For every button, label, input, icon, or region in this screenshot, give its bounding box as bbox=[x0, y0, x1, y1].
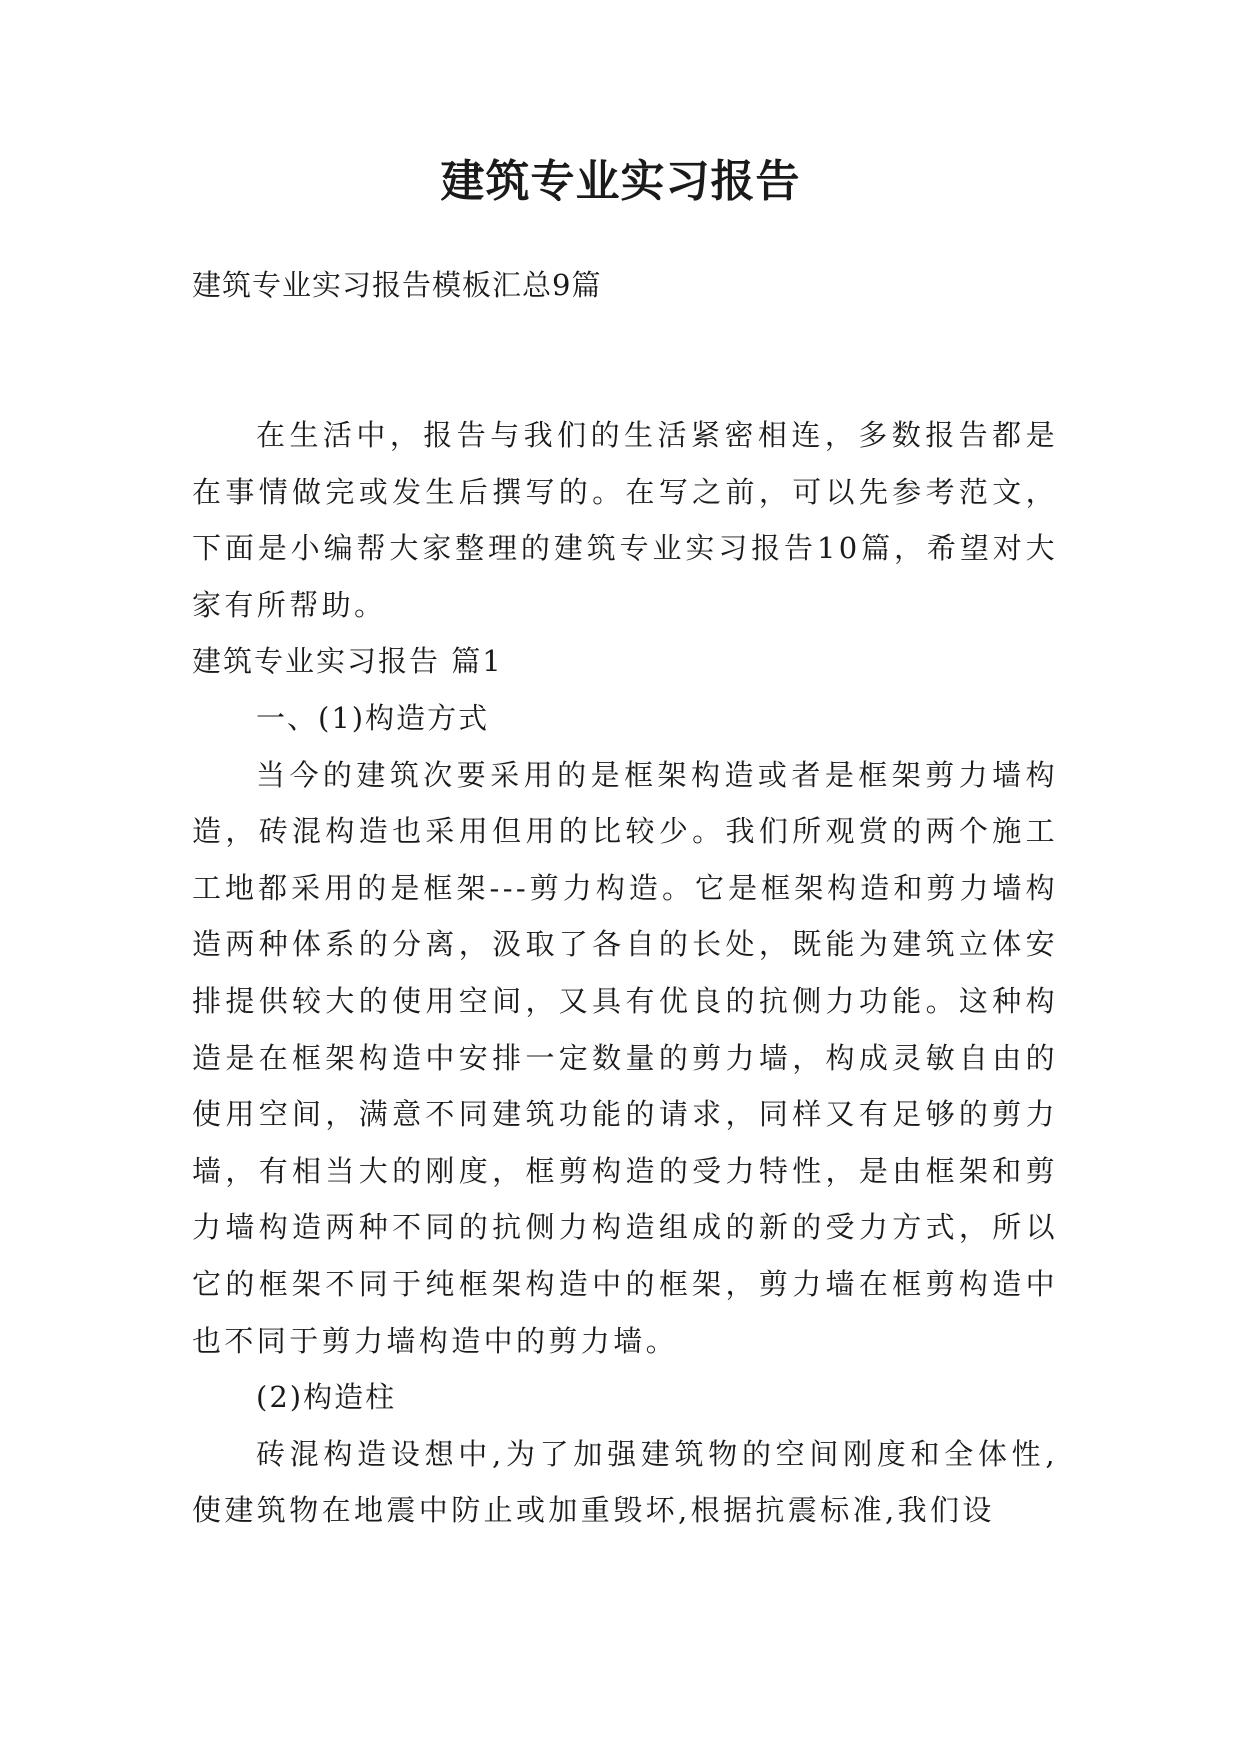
body-paragraph: 砖混构造设想中,为了加强建筑物的空间刚度和全体性,使建筑物在地震中防止或加重毁坏,根据抗震标准,我们设 bbox=[192, 1436, 1058, 1528]
subsection-heading: (2)构造柱 bbox=[256, 1380, 397, 1415]
body-paragraph: 当今的建筑次要采用的是框架构造或者是框架剪力墙构造，砖混构造也采用但用的比较少。我们所观赏的两个施工工地都采用的是框架---剪力构造。它是框架构造和剪力墙构造两种体系的分离，汲取了各自的长处，既能为建筑立体安排提供较大的使用空间，又具有优良的抗侧力功能。这种构造是在框架构造中安排一定数量的剪力墙，构成灵敏自由的使用空间，满意不同建筑功能的请求，同样又有足够的剪力墙，有相当大的刚度，框剪构造的受力特性，是由框架和剪力墙构造两种不同的抗侧力构造组成的新的受力方式，所以它的框架不同于纯框架构造中的框架，剪力墙在框剪构造中也不同于剪力墙构造中的剪力墙。 bbox=[192, 757, 1058, 1358]
document-subtitle: 建筑专业实习报告模板汇总9篇 bbox=[192, 268, 602, 302]
intro-paragraph: 在生活中，报告与我们的生活紧密相连，多数报告都是在事情做完或发生后撰写的。在写之前，可以先参考范文，下面是小编帮大家整理的建筑专业实习报告10篇，希望对大家有所帮助。 bbox=[192, 418, 1058, 622]
document-title: 建筑专业实习报告 bbox=[440, 156, 801, 207]
document-body bbox=[192, 407, 1058, 1539]
section-heading: 建筑专业实习报告 篇1 bbox=[192, 644, 503, 679]
subsection-heading: 一、(1)构造方式 bbox=[256, 700, 490, 735]
